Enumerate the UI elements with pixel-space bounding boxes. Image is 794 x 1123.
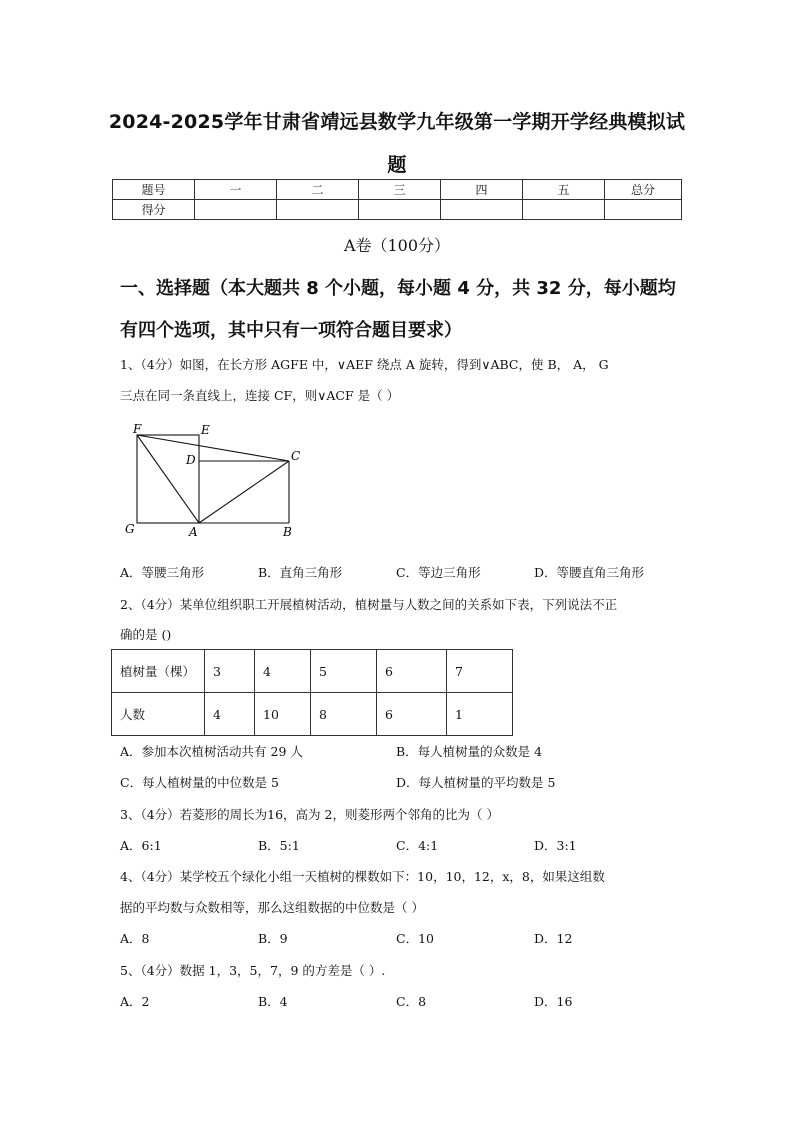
q5-option-b: B．4: [258, 994, 288, 1009]
q5-stem: 5、（4分）数据 1，3，5，7，9 的方差是（ ）.: [120, 963, 386, 978]
q4-option-b: B．9: [258, 931, 288, 946]
label-c: C: [291, 449, 301, 463]
score-header-cell: 四: [441, 180, 523, 200]
q2-table-cell: 6: [377, 693, 447, 736]
q1-stem-line-1: 1、（4分）如图，在长方形 AGFE 中，∨AEF 绕点 A 旋转，得到∨ABC，使 B， A， G: [120, 357, 609, 372]
q1-option-b: B．直角三角形: [258, 565, 343, 580]
q2-table-cell: 4: [255, 650, 311, 693]
label-a: A: [189, 525, 198, 539]
label-f: F: [133, 422, 142, 436]
q2-stem-line-2: 确的是 (): [120, 627, 172, 642]
q2-table-row-amount: [112, 650, 513, 693]
score-cell: [277, 200, 359, 220]
q2-option-b: B．每人植树量的众数是 4: [396, 744, 543, 759]
q2-table-cell: 植树量（棵）: [112, 650, 205, 693]
q2-table-cell: 7: [447, 650, 513, 693]
score-cell: [523, 200, 605, 220]
score-cell: [441, 200, 523, 220]
score-row-label: 得分: [113, 200, 195, 220]
label-b: B: [283, 525, 292, 539]
score-header-cell: 题号: [113, 180, 195, 200]
score-cell: [195, 200, 277, 220]
section-1-heading-line-1: 一、选择题（本大题共 8 个小题，每小题 4 分，共 32 分，每小题均: [120, 278, 676, 299]
q2-table-cell: 3: [205, 650, 255, 693]
q2-option-d: D．每人植树量的平均数是 5: [396, 775, 556, 790]
label-e: E: [201, 423, 210, 437]
q2-table-cell: 5: [311, 650, 377, 693]
q2-table-row-people: [112, 693, 513, 736]
q4-stem-line-2: 据的平均数与众数相等，那么这组数据的中位数是（ ）: [120, 900, 424, 915]
q2-table-cell: 10: [255, 693, 311, 736]
label-g: G: [125, 522, 135, 536]
title-line-1: 2024-2025学年甘肃省靖远县数学九年级第一学期开学经典模拟试: [108, 111, 686, 133]
score-cell: [359, 200, 441, 220]
q3-option-c: C．4:1: [396, 838, 439, 853]
q3-option-b: B．5:1: [258, 838, 300, 853]
q2-table-cell: 4: [205, 693, 255, 736]
score-table-header-row: [113, 180, 682, 200]
score-header-cell: 二: [277, 180, 359, 200]
segment-ac: [199, 461, 289, 523]
label-d: D: [186, 453, 196, 467]
q4-option-a: A．8: [120, 931, 150, 946]
score-table-score-row: [113, 200, 682, 220]
score-header-cell: 三: [359, 180, 441, 200]
q1-option-a: A．等腰三角形: [120, 565, 205, 580]
q2-table-cell: 人数: [112, 693, 205, 736]
q3-option-d: D．3:1: [534, 838, 577, 853]
q1-option-c: C．等边三角形: [396, 565, 481, 580]
segment-fc: [137, 435, 289, 461]
q1-stem-line-2: 三点在同一条直线上，连接 CF，则∨ACF 是（ ）: [120, 388, 400, 403]
score-header-cell: 五: [523, 180, 605, 200]
q5-option-d: D．16: [534, 994, 573, 1009]
q1-geometry-figure: [120, 418, 310, 543]
q2-table-cell: 6: [377, 650, 447, 693]
score-table: [112, 179, 682, 220]
segment-fa: [137, 435, 199, 523]
score-cell: [605, 200, 682, 220]
score-header-cell: 总分: [605, 180, 682, 200]
q2-option-a: A．参加本次植树活动共有 29 人: [120, 744, 303, 759]
q1-option-d: D．等腰直角三角形: [534, 565, 645, 580]
paper-a-heading: A卷（100分）: [343, 236, 451, 255]
q5-option-a: A．2: [120, 994, 150, 1009]
q2-table-cell: 8: [311, 693, 377, 736]
q4-option-d: D．12: [534, 931, 573, 946]
q2-table-cell: 1: [447, 693, 513, 736]
q3-option-a: A．6:1: [120, 838, 162, 853]
q3-stem: 3、（4分）若菱形的周长为16，高为 2，则菱形两个邻角的比为（ ）: [120, 807, 499, 822]
score-header-cell: 一: [195, 180, 277, 200]
q4-stem-line-1: 4、（4分）某学校五个绿化小组一天植树的棵数如下：10，10，12，x，8，如果这组数: [120, 869, 605, 884]
title-line-2: 题: [387, 154, 407, 176]
q2-stem-line-1: 2、（4分）某单位组织职工开展植树活动，植树量与人数之间的关系如下表，下列说法不正: [120, 597, 618, 612]
q5-option-c: C．8: [396, 994, 427, 1009]
q4-option-c: C．10: [396, 931, 434, 946]
q2-option-c: C．每人植树量的中位数是 5: [120, 775, 279, 790]
q2-data-table: [111, 649, 513, 736]
section-1-heading-line-2: 有四个选项，其中只有一项符合题目要求）: [120, 320, 462, 341]
